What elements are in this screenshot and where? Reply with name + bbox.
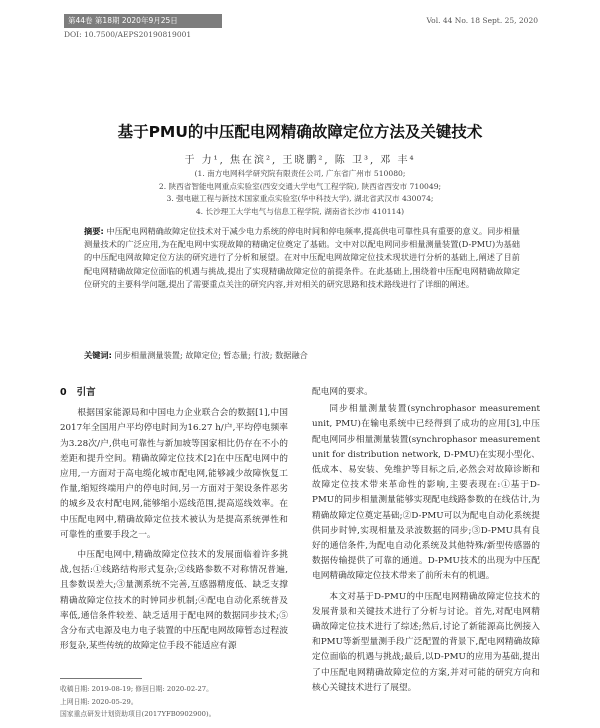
section-heading	[60, 385, 288, 400]
footnote-divider	[60, 678, 142, 679]
abstract-block	[84, 225, 520, 291]
footnote-item: 收稿日期: 2019-08-19; 修回日期: 2020-02-27。	[60, 685, 213, 693]
footnotes	[60, 683, 215, 721]
journal-issue-label: 第44卷 第18期 2020年9月25日	[64, 14, 222, 28]
affiliation-item: 4. 长沙理工大学电气与信息工程学院, 湖南省长沙市 410114)	[195, 206, 405, 216]
body-paragraph: 根据国家能源局和中国电力企业联合会的数据[1],中国2017年全国用户平均停电时间为16.27 h/户,平均停电频率为3.28次/户,供电可靠性与新加坡等国家相比仍存在不小的差距和提升空间。精确故障定位技术[2]在中压配电网中的应用,一方面对于高电缆化城市配电网,能够减少故障恢复工作量,缩短终端用户的停电时间,另一方面对于架设条件恶劣的城乡及农村配电网,能够缩小巡线范围,提高巡线效率。在中压配电网中,精确故障定位技术被认为是提高系统弹性和可靠性的重要手段之一。	[60, 408, 288, 540]
affiliation-item: 2. 陕西省智能电网重点实验室(西安交通大学电气工程学院), 陕西省西安市 710049;	[158, 181, 442, 191]
journal-volume-label: Vol. 44 No. 18 Sept. 25, 2020	[426, 16, 538, 25]
abstract-text: 中压配电网精确故障定位技术对于减少电力系统的停电时间和停电频率,提高供电可靠性具有重要的意义。同步相量测量技术的广泛应用,为在配电网中实现故障的精确定位奠定了基础。文中对以配电网同步相量测量装置(D-PMU)为基础的中压配电网故障定位方法的研究进行了分析和展望。在对中压配电网故障定位技术现状进行分析的基础上,阐述了目前配电网精确故障定位面临的机遇与挑战,提出了实现精确故障定位的前提条件。在此基础上,围绕着中压配电网精确故障定位研究的主要科学问题,提出了需要重点关注的研究内容,并对相关的研究思路和技术路线进行了详细的阐述。	[84, 226, 520, 289]
footnote-item: 上网日期: 2020-05-29。	[60, 697, 138, 706]
body-paragraph: 配电网的要求。	[312, 387, 373, 397]
body-paragraph: 中压配电网中,精确故障定位技术的发展面临着许多挑战,包括:①线路结构形式复杂;②线路参数不对称情况普遍,且参数误差大;③量测系统不完善,互感器精度低、缺乏支撑精确故障定位技术的时钟同步机制;④配电自动化系统普及率低,通信条件较差、缺乏适用于配电网的数据同步技术;⑤含分布式电源及电力电子装置的中压配电网故障暂态过程波形复杂,某些传统的故障定位手段不能适应有源	[60, 550, 288, 652]
section-number: 0	[60, 387, 67, 398]
abstract-label: 摘要:	[84, 226, 104, 236]
keywords-block	[84, 350, 520, 361]
keywords-label: 关键词:	[84, 350, 112, 360]
body-paragraph: 本文对基于D-PMU的中压配电网精确故障定位技术的发展背景和关键技术进行了分析与讨论。首先,对配电网精确故障定位技术进行了综述;然后,讨论了新能源高比例接入和PMU等新型量测手段广泛配置的背景下,配电网精确故障定位面临的机遇与挑战;最后,以D-PMU的应用为基础,提出了中压配电网精确故障定位的方案,并对可能的研究方向和核心关键技术进行了展望。	[312, 591, 540, 693]
paper-title: 基于PMU的中压配电网精确故障定位方法及关键技术	[117, 123, 483, 141]
left-column	[60, 385, 288, 659]
footnote-item: 国家重点研发计划资助项目(2017YFB0902900)。	[60, 710, 216, 718]
author-list: 于 力¹, 焦在滨², 王晓鹏², 陈 卫³, 邓 丰⁴	[184, 155, 416, 166]
affiliation-list	[0, 168, 600, 218]
affiliation-item: 3. 强电磁工程与新技术国家重点实验室(华中科技大学), 湖北省武汉市 430074;	[166, 194, 434, 204]
section-title: 引言	[76, 387, 96, 398]
body-paragraph: 同步相量测量装置(synchrophasor measurement unit, PMU)在输电系统中已经得到了成功的应用[3],中压配电网同步相量测量装置(synchrophasor measurement unit for distribution network, D-PMU)在实现小型化、低成本、易安装、免维护等目标之后,必然会对故障诊断和故障定位技术带来革命性的影响,主要表现在:①基于D-PMU的同步相量测量能够实现配电线路参数的在线估计,为精确故障定位奠定基础;②D-PMU可以为配电自动化系统提供同步时钟,实现相量及录波数据的同步;③D-PMU具有良好的通信条件,为配电自动化系统及其他特殊/新型传感器的数据传输提供了可靠的通道。D-PMU技术的出现为中压配电网精确故障定位技术带来了前所未有的机遇。	[312, 404, 540, 582]
affiliation-item: (1. 南方电网科学研究院有限责任公司, 广东省广州市 510080;	[194, 169, 406, 178]
running-header	[0, 14, 600, 28]
keywords-text: 同步相量测量装置; 故障定位; 暂态量; 行波; 数据融合	[114, 350, 308, 360]
right-column	[312, 385, 540, 701]
doi-label[interactable]: DOI: 10.7500/AEPS20190819001	[64, 30, 192, 39]
